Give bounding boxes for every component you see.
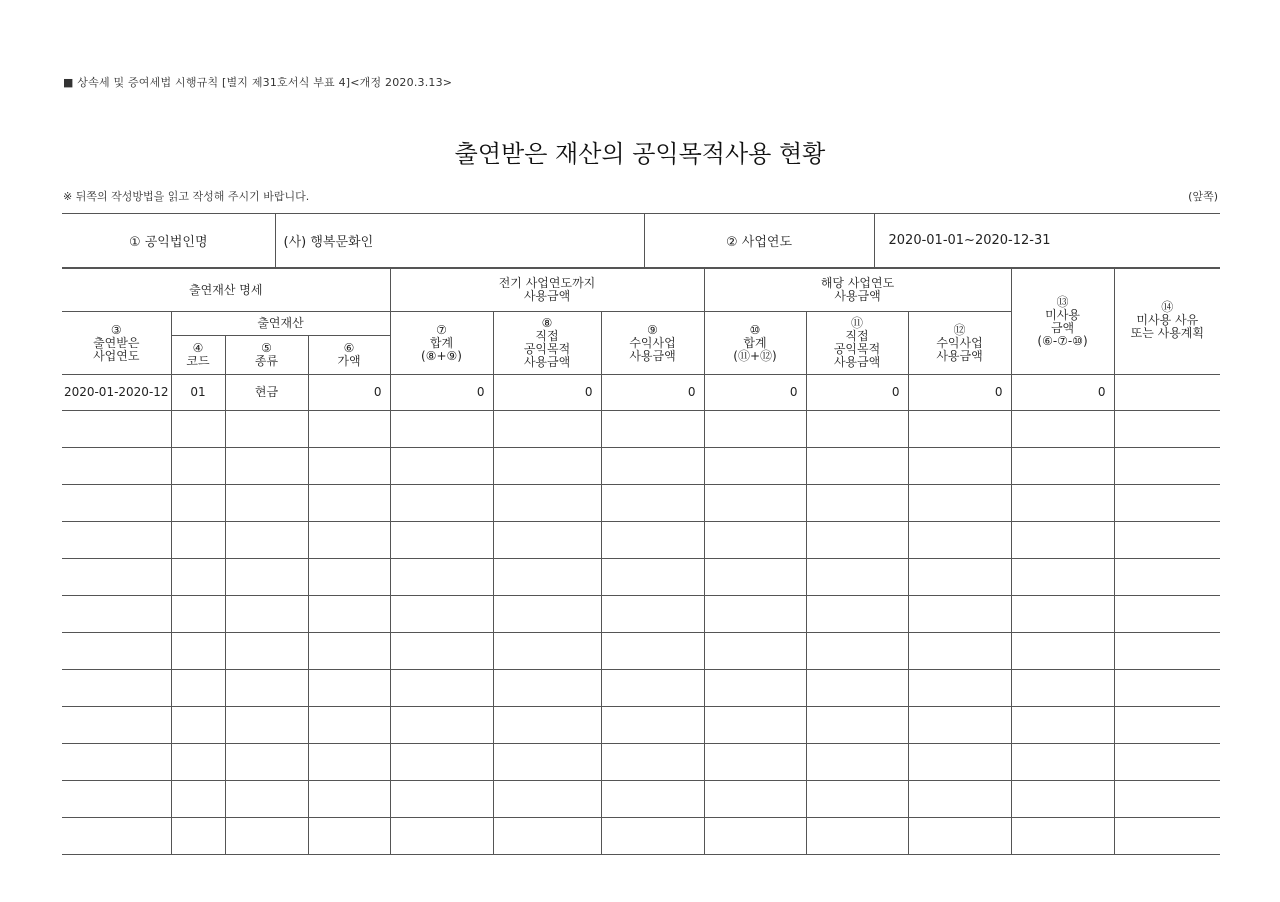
table-row xyxy=(62,375,1220,411)
col7-num: ⑦ xyxy=(436,322,447,337)
empty-cell[interactable] xyxy=(225,633,308,670)
table-row xyxy=(62,744,1220,781)
empty-cell[interactable] xyxy=(1011,633,1114,670)
col3-line2: 사업연도 xyxy=(93,348,140,363)
empty-cell[interactable] xyxy=(601,744,704,781)
cell-curr-profit[interactable]: 0 xyxy=(908,375,1011,411)
cell-prev-profit[interactable]: 0 xyxy=(601,375,704,411)
empty-cell[interactable] xyxy=(601,522,704,559)
instruction-note: ※ 뒤쪽의 작성방법을 읽고 작성해 주시기 바랍니다. xyxy=(63,190,310,203)
empty-cell[interactable] xyxy=(493,744,601,781)
empty-cell[interactable] xyxy=(704,781,806,818)
empty-cell[interactable] xyxy=(601,485,704,522)
empty-cell[interactable] xyxy=(1011,670,1114,707)
empty-cell[interactable] xyxy=(601,448,704,485)
header-col9 xyxy=(601,312,704,375)
header-col11 xyxy=(806,312,908,375)
empty-cell[interactable] xyxy=(390,818,493,855)
empty-cell[interactable] xyxy=(601,596,704,633)
header-curr-group xyxy=(704,269,1011,312)
empty-cell[interactable] xyxy=(493,411,601,448)
empty-cell[interactable] xyxy=(390,522,493,559)
empty-cell[interactable] xyxy=(806,448,908,485)
cell-prev-direct[interactable]: 0 xyxy=(493,375,601,411)
header-col3 xyxy=(62,312,171,375)
empty-cell[interactable] xyxy=(225,670,308,707)
cell-curr-total[interactable]: 0 xyxy=(704,375,806,411)
col7-line1: 합계 xyxy=(429,335,454,350)
empty-cell[interactable] xyxy=(308,818,390,855)
empty-cell[interactable] xyxy=(908,707,1011,744)
empty-cell[interactable] xyxy=(704,485,806,522)
empty-cell[interactable] xyxy=(308,596,390,633)
fiscal-year-value[interactable]: 2020-01-01~2020-12-31 xyxy=(874,214,1220,268)
empty-cell[interactable] xyxy=(493,633,601,670)
empty-cell[interactable] xyxy=(704,559,806,596)
header-sub-property: 출연재산 xyxy=(171,312,390,336)
cell-prev-total[interactable]: 0 xyxy=(390,375,493,411)
empty-cell[interactable] xyxy=(171,485,225,522)
col8-num: ⑧ xyxy=(541,316,553,330)
empty-cell[interactable] xyxy=(704,448,806,485)
header-curr-line1: 해당 사업연도 xyxy=(820,276,895,290)
empty-cell[interactable] xyxy=(704,596,806,633)
empty-cell[interactable] xyxy=(1011,522,1114,559)
empty-cell[interactable] xyxy=(806,485,908,522)
empty-cell[interactable] xyxy=(908,522,1011,559)
empty-cell[interactable] xyxy=(806,522,908,559)
col10-line2: (⑪+⑫) xyxy=(733,348,777,363)
empty-cell[interactable] xyxy=(1114,522,1220,559)
page-title: 출연받은 재산의 공익목적사용 현황 xyxy=(454,140,826,168)
empty-cell[interactable] xyxy=(390,596,493,633)
empty-cell[interactable] xyxy=(704,707,806,744)
empty-cell[interactable] xyxy=(308,411,390,448)
empty-cell[interactable] xyxy=(601,781,704,818)
empty-cell[interactable] xyxy=(1114,485,1220,522)
empty-cell[interactable] xyxy=(171,670,225,707)
empty-cell[interactable] xyxy=(171,707,225,744)
empty-cell[interactable] xyxy=(601,411,704,448)
empty-cell[interactable] xyxy=(493,522,601,559)
header-col5 xyxy=(225,336,308,375)
empty-cell[interactable] xyxy=(62,707,171,744)
col6-num: ⑥ xyxy=(343,341,355,355)
empty-cell[interactable] xyxy=(806,781,908,818)
col11-line1: 직접 xyxy=(845,329,869,343)
col11-line2: 공익목적 xyxy=(833,342,881,356)
empty-cell[interactable] xyxy=(806,559,908,596)
col8-line3: 사용금액 xyxy=(523,355,571,369)
col14-line2: 또는 사용계획 xyxy=(1130,326,1204,340)
empty-cell[interactable] xyxy=(1011,744,1114,781)
col4-label: 코드 xyxy=(186,354,210,368)
col10-num: ⑩ xyxy=(749,322,761,337)
info-table xyxy=(62,213,1220,268)
empty-cell[interactable] xyxy=(62,485,171,522)
col5-num: ⑤ xyxy=(261,341,272,355)
empty-cell[interactable] xyxy=(806,744,908,781)
empty-cell[interactable] xyxy=(171,411,225,448)
empty-cell[interactable] xyxy=(806,818,908,855)
empty-cell[interactable] xyxy=(225,448,308,485)
empty-cell[interactable] xyxy=(390,633,493,670)
empty-cell[interactable] xyxy=(1011,448,1114,485)
empty-cell[interactable] xyxy=(171,559,225,596)
header-prev-line1: 전기 사업연도까지 xyxy=(498,276,596,290)
header-prev-group xyxy=(390,269,704,312)
empty-cell[interactable] xyxy=(308,559,390,596)
page-side-label: (앞쪽) xyxy=(1188,190,1218,203)
empty-cell[interactable] xyxy=(493,596,601,633)
col12-line2: 사용금액 xyxy=(936,348,983,363)
empty-cell[interactable] xyxy=(1114,596,1220,633)
empty-cell[interactable] xyxy=(390,448,493,485)
empty-cell[interactable] xyxy=(908,448,1011,485)
empty-cell[interactable] xyxy=(308,744,390,781)
empty-cell[interactable] xyxy=(908,670,1011,707)
empty-cell[interactable] xyxy=(62,744,171,781)
empty-cell[interactable] xyxy=(908,744,1011,781)
empty-cell[interactable] xyxy=(1114,448,1220,485)
empty-cell[interactable] xyxy=(62,670,171,707)
cell-year[interactable]: 2020-01-2020-12 xyxy=(62,375,171,411)
empty-cell[interactable] xyxy=(62,448,171,485)
empty-cell[interactable] xyxy=(806,596,908,633)
table-row xyxy=(62,448,1220,485)
empty-cell[interactable] xyxy=(493,781,601,818)
empty-cell[interactable] xyxy=(1011,559,1114,596)
empty-cell[interactable] xyxy=(62,559,171,596)
empty-cell[interactable] xyxy=(704,411,806,448)
fiscal-year-label: ② 사업연도 xyxy=(644,214,874,268)
empty-cell[interactable] xyxy=(704,670,806,707)
empty-cell[interactable] xyxy=(1011,707,1114,744)
empty-cell[interactable] xyxy=(308,633,390,670)
table-row xyxy=(62,707,1220,744)
empty-cell[interactable] xyxy=(908,559,1011,596)
empty-cell[interactable] xyxy=(601,559,704,596)
empty-cell[interactable] xyxy=(308,448,390,485)
empty-cell[interactable] xyxy=(908,411,1011,448)
empty-cell[interactable] xyxy=(171,596,225,633)
cell-reason[interactable] xyxy=(1114,375,1220,411)
empty-cell[interactable] xyxy=(171,781,225,818)
empty-cell[interactable] xyxy=(308,707,390,744)
table-row xyxy=(62,818,1220,855)
empty-cell[interactable] xyxy=(1011,818,1114,855)
empty-cell[interactable] xyxy=(225,596,308,633)
header-col6 xyxy=(308,336,390,375)
empty-cell[interactable] xyxy=(1011,596,1114,633)
empty-cell[interactable] xyxy=(908,818,1011,855)
empty-cell[interactable] xyxy=(390,670,493,707)
table-row xyxy=(62,633,1220,670)
empty-cell[interactable] xyxy=(1114,559,1220,596)
empty-cell[interactable] xyxy=(390,744,493,781)
col9-num: ⑨ xyxy=(647,322,658,337)
header-col7 xyxy=(390,312,493,375)
header-curr-line2: 사용금액 xyxy=(834,289,881,303)
empty-cell[interactable] xyxy=(225,411,308,448)
empty-cell[interactable] xyxy=(704,744,806,781)
empty-cell[interactable] xyxy=(171,818,225,855)
col8-line1: 직접 xyxy=(535,329,559,343)
empty-cell[interactable] xyxy=(493,485,601,522)
empty-cell[interactable] xyxy=(390,781,493,818)
empty-cell[interactable] xyxy=(806,411,908,448)
table-row xyxy=(62,670,1220,707)
empty-cell[interactable] xyxy=(601,707,704,744)
empty-cell[interactable] xyxy=(308,781,390,818)
col5-label: 종류 xyxy=(254,354,279,368)
empty-cell[interactable] xyxy=(601,670,704,707)
empty-cell[interactable] xyxy=(704,522,806,559)
col7-line2: (⑧+⑨) xyxy=(421,348,462,363)
empty-cell[interactable] xyxy=(62,596,171,633)
col14-line1: 미사용 사유 xyxy=(1136,313,1199,327)
cell-unused[interactable]: 0 xyxy=(1011,375,1114,411)
col9-line1: 수익사업 xyxy=(629,335,676,350)
col13-line1: 미사용 xyxy=(1045,307,1080,322)
empty-cell[interactable] xyxy=(1011,781,1114,818)
empty-cell[interactable] xyxy=(908,596,1011,633)
empty-cell[interactable] xyxy=(225,744,308,781)
cell-type[interactable]: 현금 xyxy=(225,375,308,411)
empty-cell[interactable] xyxy=(225,522,308,559)
col13-line3: (⑥-⑦-⑩) xyxy=(1037,333,1088,348)
empty-cell[interactable] xyxy=(171,633,225,670)
col11-num: ⑪ xyxy=(851,316,864,330)
empty-cell[interactable] xyxy=(62,781,171,818)
header-prev-line2: 사용금액 xyxy=(523,289,571,303)
empty-cell[interactable] xyxy=(225,818,308,855)
cell-value[interactable]: 0 xyxy=(308,375,390,411)
empty-cell[interactable] xyxy=(171,522,225,559)
empty-cell[interactable] xyxy=(1114,781,1220,818)
header-col13 xyxy=(1011,269,1114,375)
empty-cell[interactable] xyxy=(1114,744,1220,781)
empty-cell[interactable] xyxy=(225,485,308,522)
col10-line1: 합계 xyxy=(743,335,767,350)
header-col4 xyxy=(171,336,225,375)
empty-cell[interactable] xyxy=(704,818,806,855)
corp-name-value[interactable]: (사) 행복문화인 xyxy=(275,214,644,268)
table-row xyxy=(62,559,1220,596)
col13-line2: 금액 xyxy=(1050,320,1075,335)
col8-line2: 공익목적 xyxy=(523,342,571,356)
empty-cell[interactable] xyxy=(1114,818,1220,855)
empty-cell[interactable] xyxy=(308,485,390,522)
corp-name-label: ① 공익법인명 xyxy=(62,214,275,268)
empty-cell[interactable] xyxy=(493,818,601,855)
empty-cell[interactable] xyxy=(1114,670,1220,707)
empty-cell[interactable] xyxy=(806,707,908,744)
header-col10 xyxy=(704,312,806,375)
form-header-note: ■ 상속세 및 증여세법 시행규칙 [별지 제31호서식 부표 4]<개정 2020.3.13> xyxy=(63,76,453,89)
table-row xyxy=(62,522,1220,559)
empty-cell[interactable] xyxy=(1011,411,1114,448)
header-property-group: 출연재산 명세 xyxy=(62,269,390,312)
col3-num: ③ xyxy=(110,322,122,337)
empty-cell[interactable] xyxy=(62,411,171,448)
empty-cell[interactable] xyxy=(390,707,493,744)
empty-cell[interactable] xyxy=(62,633,171,670)
empty-cell[interactable] xyxy=(908,633,1011,670)
empty-cell[interactable] xyxy=(308,670,390,707)
table-row xyxy=(62,781,1220,818)
empty-cell[interactable] xyxy=(390,559,493,596)
empty-cell[interactable] xyxy=(493,670,601,707)
empty-cell[interactable] xyxy=(493,559,601,596)
empty-cell[interactable] xyxy=(601,633,704,670)
empty-cell[interactable] xyxy=(806,670,908,707)
empty-cell[interactable] xyxy=(1114,411,1220,448)
table-row xyxy=(62,596,1220,633)
empty-cell[interactable] xyxy=(390,485,493,522)
col14-num: ⑭ xyxy=(1161,300,1174,314)
empty-cell[interactable] xyxy=(225,559,308,596)
table-row xyxy=(62,411,1220,448)
empty-cell[interactable] xyxy=(908,485,1011,522)
empty-cell[interactable] xyxy=(225,781,308,818)
col11-line3: 사용금액 xyxy=(833,355,881,369)
empty-cell[interactable] xyxy=(704,633,806,670)
col4-num: ④ xyxy=(192,341,204,355)
table-row xyxy=(62,485,1220,522)
empty-cell[interactable] xyxy=(171,448,225,485)
empty-cell[interactable] xyxy=(601,818,704,855)
empty-cell[interactable] xyxy=(493,448,601,485)
col6-label: 가액 xyxy=(337,354,361,368)
empty-cell[interactable] xyxy=(493,707,601,744)
usage-table xyxy=(62,268,1220,855)
empty-cell[interactable] xyxy=(1011,485,1114,522)
cell-curr-direct[interactable]: 0 xyxy=(806,375,908,411)
empty-cell[interactable] xyxy=(1114,633,1220,670)
empty-cell[interactable] xyxy=(308,522,390,559)
empty-cell[interactable] xyxy=(1114,707,1220,744)
col12-line1: 수익사업 xyxy=(936,335,983,350)
header-col8 xyxy=(493,312,601,375)
empty-cell[interactable] xyxy=(225,707,308,744)
cell-code[interactable]: 01 xyxy=(171,375,225,411)
empty-cell[interactable] xyxy=(908,781,1011,818)
empty-cell[interactable] xyxy=(62,818,171,855)
col13-num: ⑬ xyxy=(1056,294,1069,309)
col9-line2: 사용금액 xyxy=(629,348,676,363)
empty-cell[interactable] xyxy=(62,522,171,559)
empty-cell[interactable] xyxy=(390,411,493,448)
header-col14 xyxy=(1114,269,1220,375)
col12-num: ⑫ xyxy=(953,322,966,337)
empty-cell[interactable] xyxy=(806,633,908,670)
empty-cell[interactable] xyxy=(171,744,225,781)
header-col12 xyxy=(908,312,1011,375)
col3-line1: 출연받은 xyxy=(93,335,140,350)
